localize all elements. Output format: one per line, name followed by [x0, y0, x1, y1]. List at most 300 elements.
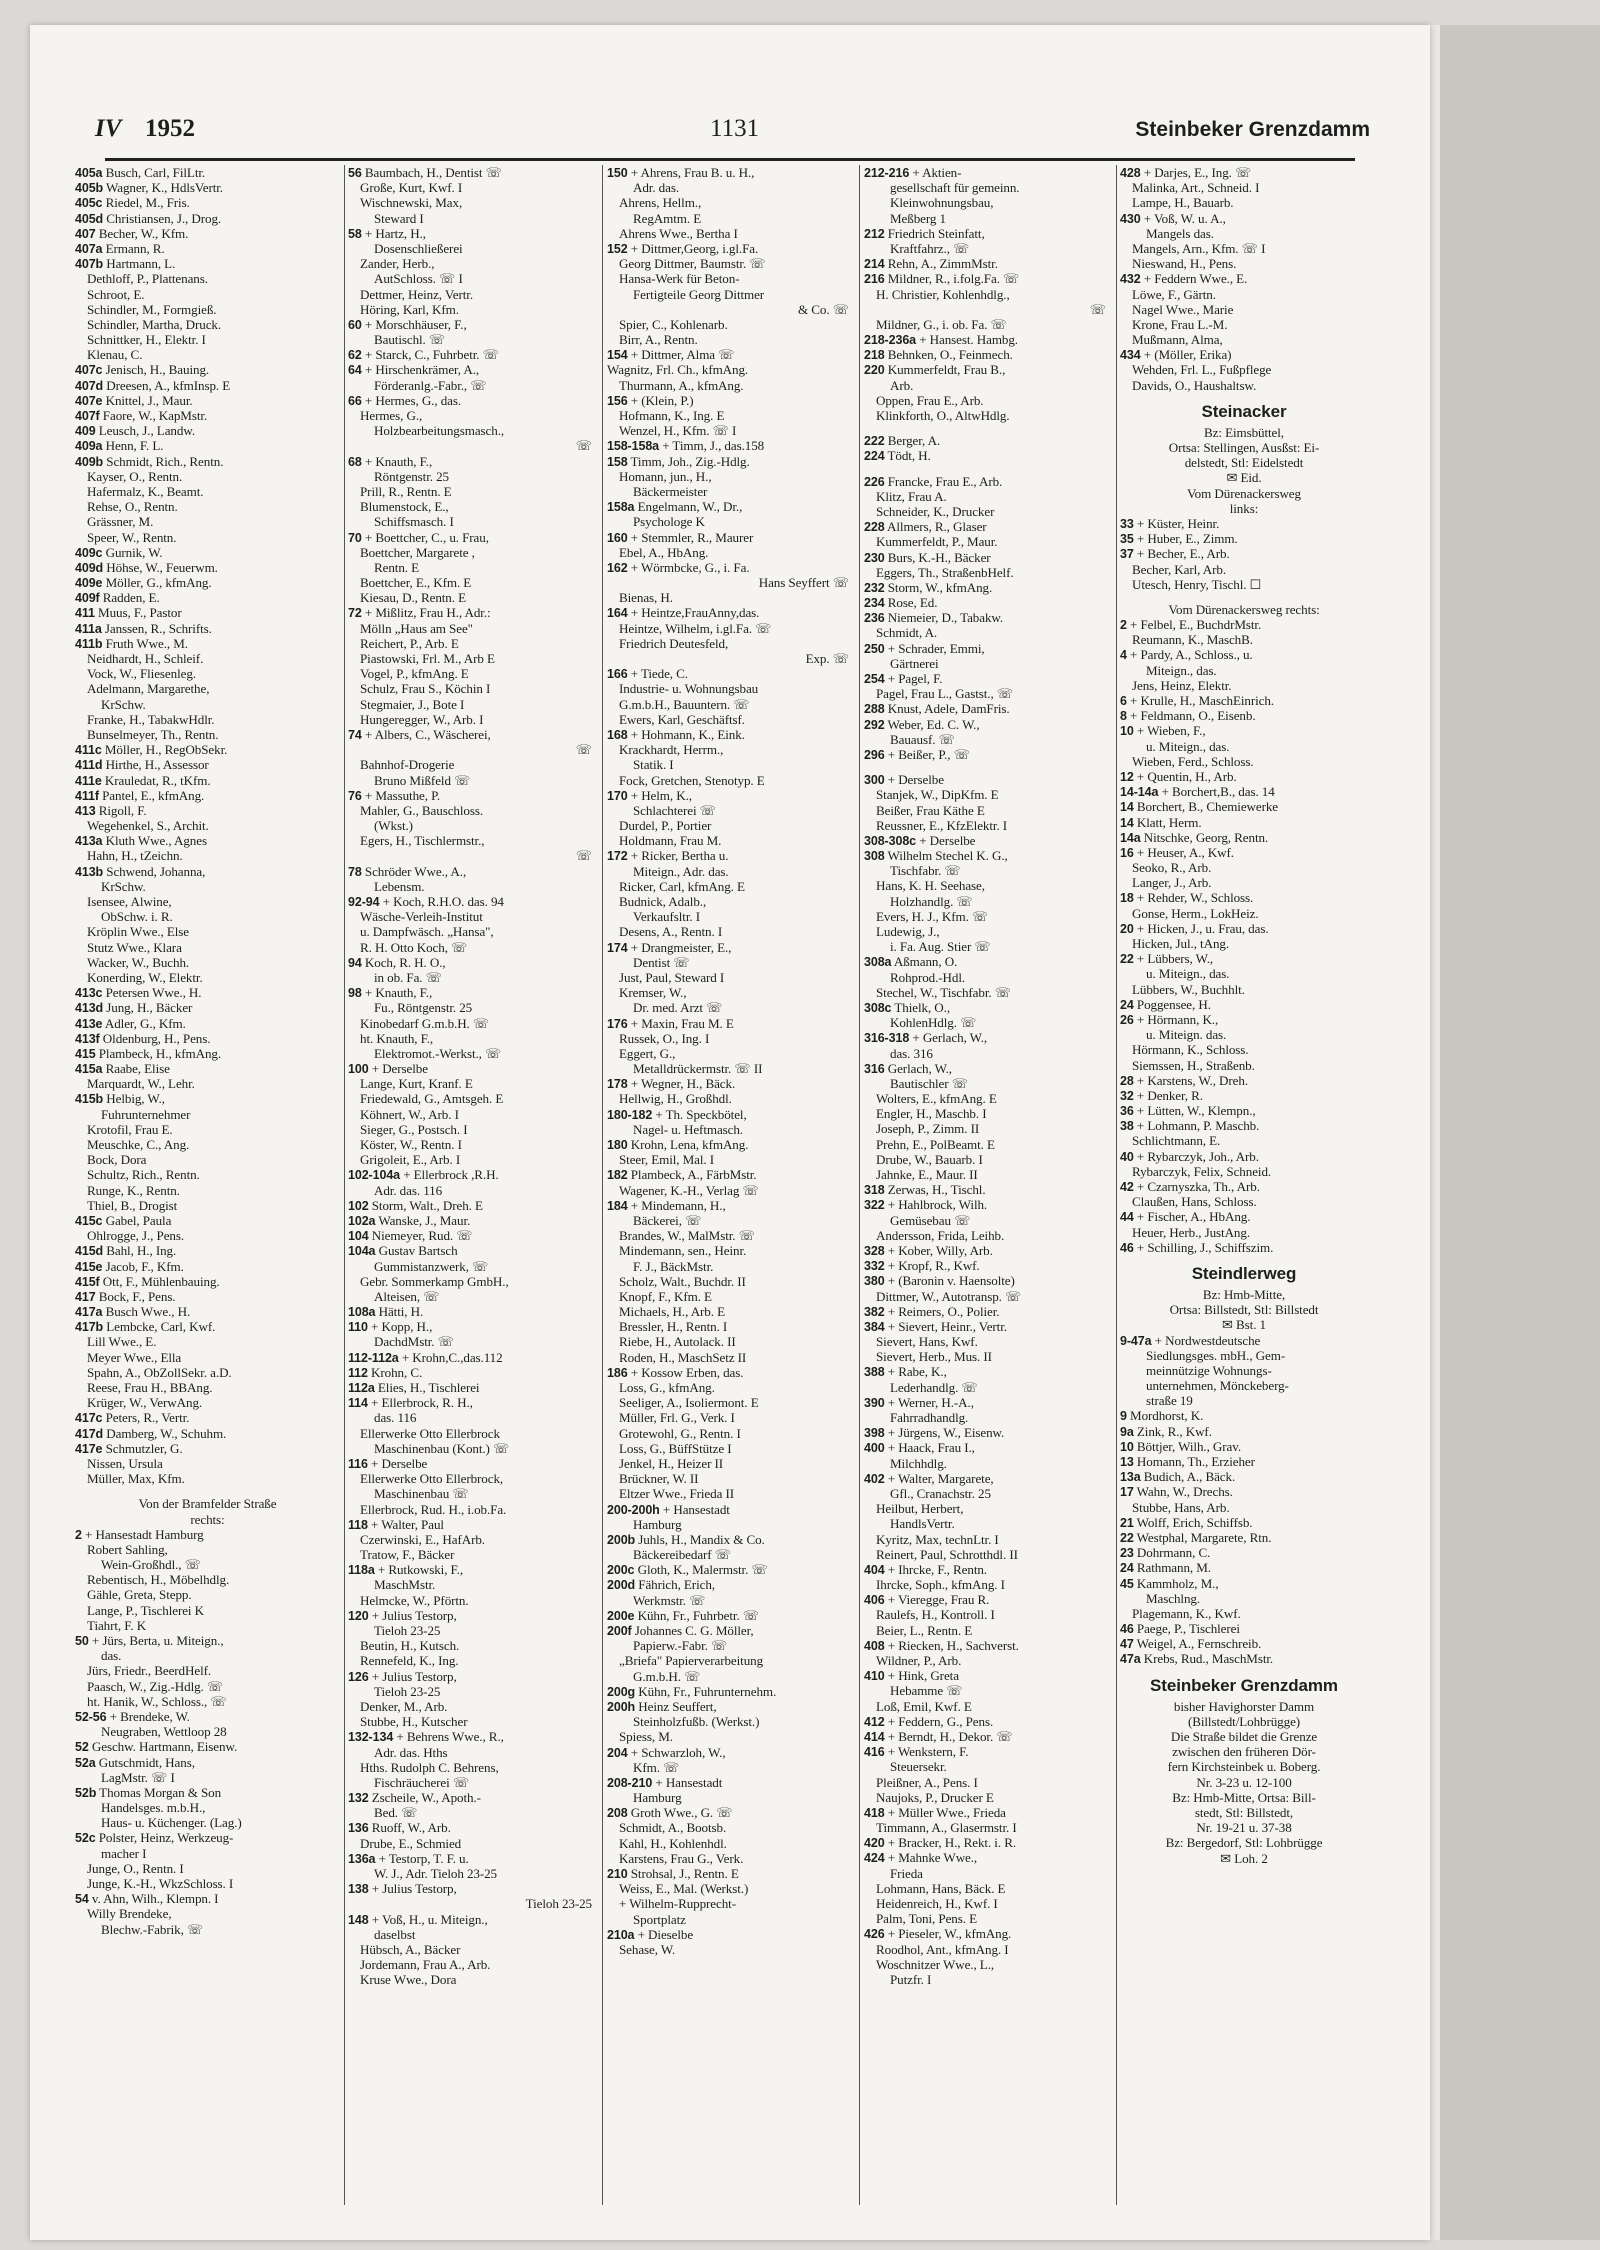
- directory-entry: 308 Wilhelm Stechel K. G.,: [864, 848, 1008, 864]
- house-number: 40: [1120, 1149, 1134, 1164]
- directory-entry: 28 + Karstens, W., Dreh.: [1120, 1072, 1249, 1088]
- directory-entry: Adr. das. Hths: [374, 1744, 448, 1760]
- directory-entry: [75, 1486, 340, 1496]
- directory-entry: 224 Tödt, H.: [864, 448, 931, 464]
- directory-entry: Sievert, Herb., Mus. II: [876, 1349, 992, 1365]
- directory-entry: Köster, W., Rentn. I: [360, 1137, 462, 1152]
- directory-entry: Bz: Eimsbüttel,: [1204, 424, 1284, 440]
- directory-entry: 236 Niemeier, D., Tabakw.: [864, 610, 1004, 626]
- street-heading: Steinbeker Grenzdamm: [1150, 1675, 1338, 1695]
- directory-entry: Eggert, G.,: [619, 1045, 676, 1061]
- directory-entry: 118 + Walter, Paul: [348, 1516, 444, 1532]
- directory-entry: 118a + Rutkowski, F.,: [348, 1562, 464, 1578]
- directory-entry: Gähle, Greta, Stepp.: [87, 1587, 192, 1603]
- house-number: 14a: [1120, 830, 1141, 845]
- directory-entry: 411d Hirthe, H., Assessor: [75, 757, 209, 773]
- directory-entry: 218 Behnken, O., Feinmech.: [864, 347, 1013, 363]
- directory-entry: Marquardt, W., Lehr.: [87, 1076, 195, 1092]
- directory-entry: Ellerwerke Otto Ellerbrock: [360, 1425, 500, 1441]
- directory-entry: 417c Peters, R., Vertr.: [75, 1410, 190, 1426]
- directory-entry: 47 Weigel, A., Fernschreib.: [1120, 1636, 1262, 1652]
- house-number: 296: [864, 747, 885, 762]
- directory-entry: 316 Gerlach, W.,: [864, 1060, 952, 1076]
- directory-entry: Gebr. Sommerkamp GmbH.,: [360, 1273, 509, 1289]
- directory-entry: Kahl, H., Kohlenhdl.: [619, 1835, 727, 1851]
- directory-entry: Engler, H., Maschb. I: [876, 1106, 987, 1122]
- directory-entry: 18 + Rehder, W., Schloss.: [1120, 890, 1254, 906]
- house-number: 118: [348, 1517, 368, 1532]
- directory-entry: Dethloff, P., Plattenans.: [87, 271, 208, 287]
- directory-entry: Hafermalz, K., Beamt.: [87, 483, 204, 499]
- directory-entry: 200g Kühn, Fr., Fuhrunternehm.: [607, 1683, 777, 1699]
- directory-entry: 52b Thomas Morgan & Son: [75, 1784, 222, 1800]
- house-number: 200e: [607, 1608, 635, 1623]
- directory-entry: 210 Strohsal, J., Rentn. E: [607, 1866, 739, 1881]
- house-number: 60: [348, 317, 362, 332]
- house-number: 300: [864, 773, 885, 788]
- directory-entry: 407b Hartmann, L.: [75, 256, 176, 272]
- directory-entry: 36 + Lütten, W., Klempn.,: [1120, 1103, 1256, 1119]
- directory-entry: 13 Homann, Th., Erzieher: [1120, 1454, 1255, 1469]
- directory-entry: Lübbers, W., Buchhlt.: [1132, 981, 1245, 997]
- directory-entry: Hermes, G.,: [360, 408, 423, 423]
- directory-entry: 200c Gloth, K., Malermstr. ☏: [607, 1562, 768, 1578]
- house-number: 110: [348, 1320, 368, 1335]
- house-number: 118a: [348, 1563, 375, 1578]
- column-divider: [344, 165, 345, 2205]
- directory-entry: Jens, Heinz, Elektr.: [1132, 677, 1232, 693]
- directory-entry: „Briefa" Papierverarbeitung: [619, 1653, 764, 1669]
- house-number: 20: [1120, 921, 1134, 936]
- column-1: [75, 165, 340, 1937]
- directory-entry: 72 + Mißlitz, Frau H., Adr.:: [348, 605, 491, 621]
- house-number: 176: [607, 1016, 628, 1031]
- directory-entry: Bz: Hmb-Mitte, Ortsa: Bill-: [1172, 1789, 1316, 1805]
- directory-entry: 409e Möller, G., kfmAng.: [75, 575, 212, 591]
- directory-entry: 136a + Testorp, T. F. u.: [348, 1850, 469, 1866]
- house-number: 316: [864, 1061, 885, 1076]
- directory-entry: 108a Hätti, H.: [348, 1304, 424, 1320]
- directory-entry: 16 + Heuser, A., Kwf.: [1120, 844, 1234, 860]
- directory-entry: Mahler, G., Bauschloss.: [360, 802, 484, 818]
- house-number: 208-210: [607, 1775, 653, 1790]
- directory-entry: 182 Plambeck, A., FärbMstr.: [607, 1167, 757, 1183]
- directory-entry: 52 Geschw. Hartmann, Eisenw.: [75, 1739, 238, 1755]
- directory-entry: 409b Schmidt, Rich., Rentn.: [75, 453, 224, 469]
- directory-entry: Mindemann, sen., Heinr.: [619, 1243, 747, 1259]
- directory-entry: 150 + Ahrens, Frau B. u. H.,: [607, 165, 755, 180]
- directory-entry: 168 + Hohmann, K., Eink.: [607, 726, 745, 742]
- house-number: 210a: [607, 1927, 635, 1942]
- house-number: 112: [348, 1365, 368, 1380]
- directory-entry: Isensee, Alwine,: [87, 894, 172, 909]
- house-number: 120: [348, 1608, 369, 1623]
- directory-entry: Langer, J., Arb.: [1132, 875, 1212, 891]
- directory-entry: Bunselmeyer, Th., Rentn.: [87, 726, 219, 742]
- directory-entry: Stegmaier, J., Bote I: [360, 696, 465, 712]
- directory-entry: 9 Mordhorst, K.: [1120, 1408, 1204, 1424]
- directory-entry: Wäsche-Verleih-Institut: [360, 909, 483, 925]
- column-3: [607, 165, 855, 1957]
- directory-entry: Adelmann, Margarethe,: [87, 681, 210, 697]
- directory-entry: Loss, G., BüffStütze I: [619, 1440, 732, 1456]
- house-number: 412: [864, 1714, 885, 1729]
- directory-entry: Wischnewski, Max,: [360, 195, 463, 211]
- directory-entry: Ihrcke, Soph., kfmAng. I: [876, 1577, 1005, 1593]
- directory-entry: 104a Gustav Bartsch: [348, 1243, 458, 1259]
- directory-entry: 214 Rehn, A., ZimmMstr.: [864, 256, 998, 272]
- directory-entry: 46 Paege, P., Tischlerei: [1120, 1621, 1240, 1637]
- directory-entry: 300 + Derselbe: [864, 772, 944, 788]
- directory-entry: Schneider, K., Drucker: [876, 503, 995, 519]
- house-number: 72: [348, 606, 362, 621]
- directory-entry: Davids, O., Haushaltsw.: [1132, 377, 1257, 393]
- directory-entry: LagMstr. ☏ I: [101, 1769, 175, 1785]
- directory-entry: Lange, P., Tischlerei K: [87, 1602, 204, 1618]
- directory-entry: Andersson, Frida, Leihb.: [876, 1227, 1005, 1243]
- house-number: 408: [864, 1638, 885, 1653]
- house-number: 10: [1120, 1439, 1134, 1454]
- directory-entry: Kayser, O., Rentn.: [87, 468, 183, 484]
- directory-entry: 200-200h + Hansestadt: [607, 1501, 730, 1517]
- house-number: 186: [607, 1365, 628, 1380]
- directory-entry: 100 + Derselbe: [348, 1061, 428, 1077]
- directory-entry: Metalldrückermstr. ☏ II: [633, 1061, 763, 1077]
- directory-entry: Kinobedarf G.m.b.H. ☏: [360, 1015, 490, 1031]
- directory-entry: Gonse, Herm., LokHeiz.: [1132, 905, 1259, 921]
- directory-entry: 415e Jacob, F., Kfm.: [75, 1258, 184, 1274]
- directory-entry: 54 v. Ahn, Wilh., Klempn. I: [75, 1891, 219, 1907]
- directory-entry: Von der Bramfelder Straße: [138, 1496, 277, 1512]
- directory-entry: Bressler, H., Rentn. I: [619, 1319, 728, 1335]
- house-number: 152: [607, 241, 628, 256]
- house-number: 132: [348, 1791, 369, 1806]
- directory-entry: Lampe, H., Bauarb.: [1132, 195, 1234, 211]
- house-number: 9-47a: [1120, 1333, 1152, 1348]
- directory-entry: 216 Mildner, R., i.folg.Fa. ☏: [864, 271, 1020, 287]
- directory-entry: u. Dampfwäsch. „Hansa",: [360, 924, 494, 940]
- directory-entry: Psychologe K: [633, 514, 705, 530]
- house-number: 22: [1120, 952, 1134, 967]
- directory-entry: 22 Westphal, Margarete, Rtn.: [1120, 1529, 1272, 1545]
- house-number: 407a: [75, 241, 103, 256]
- directory-entry: Müller, Frl. G., Verk. I: [619, 1410, 735, 1426]
- directory-entry: Nagel Wwe., Marie: [1132, 301, 1234, 317]
- directory-entry: 200h Heinz Seuffert,: [607, 1698, 717, 1714]
- house-number: 416: [864, 1745, 885, 1760]
- house-number: 308a: [864, 955, 892, 970]
- directory-entry: 13a Budich, A., Bäck.: [1120, 1469, 1236, 1485]
- house-number: 26: [1120, 1012, 1134, 1027]
- house-number: 92-94: [348, 895, 380, 909]
- directory-entry: 417b Lembcke, Carl, Kwf.: [75, 1319, 216, 1335]
- directory-entry: Kiesau, D., Rentn. E: [360, 590, 467, 606]
- directory-entry: Desens, A., Rentn. I: [619, 924, 723, 940]
- directory-entry: Steuersekr.: [890, 1759, 947, 1775]
- house-number: 68: [348, 454, 362, 469]
- directory-entry: Lederhandlg. ☏: [890, 1379, 978, 1395]
- directory-entry: Beißer, Frau Käthe E: [876, 802, 985, 818]
- house-number: 411b: [75, 636, 103, 651]
- directory-entry: Gärtnerei: [890, 655, 939, 671]
- directory-entry: 47a Krebs, Rud., MaschMstr.: [1120, 1651, 1274, 1667]
- directory-entry: Hahn, H., tZeichn.: [87, 848, 183, 864]
- directory-entry: Fertigteile Georg Dittmer: [633, 286, 765, 302]
- directory-entry: Eltzer Wwe., Frieda II: [619, 1486, 734, 1502]
- directory-entry: 409a Henn, F. L.: [75, 438, 164, 454]
- directory-entry: fern Kirchsteinbek u. Boberg.: [1167, 1759, 1321, 1775]
- directory-entry: 148 + Voß, H., u. Miteign.,: [348, 1911, 488, 1927]
- directory-entry: 408 + Riecken, H., Sachverst.: [864, 1637, 1019, 1653]
- directory-entry: Heilbut, Herbert,: [876, 1501, 964, 1517]
- directory-entry: Nissen, Ursula: [87, 1455, 163, 1471]
- house-number: 47a: [1120, 1652, 1141, 1667]
- house-number: 9: [1120, 1409, 1127, 1424]
- directory-entry: delstedt, Stl: Eidelstedt: [1184, 455, 1304, 471]
- directory-entry: 413d Jung, H., Bäcker: [75, 1000, 193, 1016]
- directory-entry: 308-308c + Derselbe: [864, 832, 976, 848]
- house-number: 409: [75, 424, 96, 439]
- directory-entry: Spahn, A., ObZollSekr. a.D.: [87, 1364, 232, 1380]
- directory-entry: Stanjek, W., DipKfm. E: [876, 787, 999, 803]
- house-number: 415c: [75, 1213, 103, 1228]
- directory-entry: Höring, Karl, Kfm.: [360, 301, 459, 317]
- house-number: 52a: [75, 1755, 96, 1770]
- house-number: 66: [348, 393, 362, 408]
- directory-entry: Blumenstock, E.,: [360, 499, 449, 515]
- directory-entry: Hicken, Jul., tAng.: [1132, 936, 1230, 951]
- house-number: 417a: [75, 1305, 103, 1320]
- directory-entry: Knopf, F., Kfm. E: [619, 1288, 712, 1304]
- house-number: 104a: [348, 1244, 376, 1259]
- directory-entry: meinnützige Wohnungs-: [1146, 1362, 1272, 1378]
- house-number: 218-236a: [864, 333, 917, 348]
- directory-entry: Dentist ☏: [633, 954, 690, 970]
- directory-entry: 411a Janssen, R., Schrifts.: [75, 620, 212, 636]
- house-number: 405c: [75, 196, 103, 211]
- house-number: 400: [864, 1441, 885, 1456]
- directory-entry: Grigoleit, E., Arb. I: [360, 1152, 461, 1168]
- directory-entry: Reese, Frau H., BBAng.: [87, 1380, 213, 1395]
- directory-entry: 432 + Feddern Wwe., E.: [1120, 271, 1248, 287]
- house-number: 409c: [75, 545, 103, 560]
- directory-entry: 156 + (Klein, P.): [607, 392, 694, 408]
- directory-entry: 308c Thielk, O.,: [864, 999, 950, 1015]
- house-number: 420: [864, 1836, 885, 1851]
- directory-entry: Jenkel, H., Heizer II: [619, 1455, 724, 1471]
- directory-entry: Blechw.-Fabrik, ☏: [101, 1921, 204, 1937]
- directory-entry: Müller, Max, Kfm.: [87, 1471, 185, 1487]
- house-number: 46: [1120, 1240, 1134, 1255]
- directory-entry: 94 Koch, R. H. O.,: [348, 954, 446, 970]
- directory-entry: 66 + Hermes, G., das.: [348, 392, 462, 408]
- directory-entry: Oppen, Frau E., Arb.: [876, 392, 984, 408]
- directory-entry: 158-158a + Timm, J., das.158: [607, 438, 765, 454]
- directory-entry: Denker, M., Arb.: [360, 1698, 448, 1714]
- house-number: 332: [864, 1259, 885, 1274]
- directory-entry: macher I: [101, 1845, 147, 1861]
- directory-entry: Sieger, G., Postsch. I: [360, 1121, 468, 1137]
- directory-entry: Grässner, M.: [87, 514, 154, 530]
- house-number: 411: [75, 606, 95, 621]
- directory-entry: 328 + Kober, Willy, Arb.: [864, 1242, 993, 1258]
- house-number: 200g: [607, 1684, 636, 1699]
- directory-entry: Brandes, W., MalMstr. ☏: [619, 1228, 755, 1244]
- directory-entry: Hans Seyffert ☏: [758, 575, 849, 591]
- directory-entry: Pleißner, A., Pens. I: [876, 1774, 978, 1790]
- directory-entry: 409d Höhse, W., Feuerwm.: [75, 559, 218, 575]
- directory-entry: 21 Wolff, Erich, Schiffsb.: [1120, 1514, 1253, 1530]
- directory-entry: (Wkst.): [374, 818, 413, 834]
- directory-entry: 316-318 + Gerlach, W.,: [864, 1030, 988, 1046]
- directory-entry: F. J., BäckMstr.: [633, 1258, 714, 1274]
- directory-entry: Lange, Kurt, Kranf. E: [360, 1076, 473, 1092]
- house-number: 12: [1120, 769, 1134, 784]
- directory-entry: Riebe, H., Autolack. II: [619, 1334, 736, 1350]
- directory-entry: Czerwinski, E., HafArb.: [360, 1531, 485, 1547]
- directory-entry: Helmcke, W., Pförtn.: [360, 1592, 469, 1608]
- directory-entry: 158 Timm, Joh., Zig.-Hdlg.: [607, 453, 750, 469]
- house-number: 16: [1120, 845, 1134, 860]
- house-number: 14: [1120, 815, 1134, 830]
- directory-entry: 116 + Derselbe: [348, 1455, 428, 1471]
- directory-entry: Statik. I: [633, 757, 674, 773]
- directory-entry: Junge, O., Rentn. I: [87, 1860, 184, 1876]
- directory-entry: Seoko, R., Arb.: [1132, 860, 1212, 876]
- directory-entry: Fock, Gretchen, Stenotyp. E: [619, 772, 765, 788]
- directory-entry: Ebel, A., HbAng.: [619, 544, 709, 560]
- house-number: 18: [1120, 891, 1134, 906]
- house-number: 415b: [75, 1092, 104, 1107]
- directory-entry: 413b Schwend, Johanna,: [75, 863, 206, 879]
- directory-entry: Bauausf. ☏: [890, 731, 955, 747]
- house-number: 9a: [1120, 1424, 1134, 1439]
- house-number: 50: [75, 1634, 89, 1648]
- directory-entry: 200b Juhls, H., Mandix & Co.: [607, 1531, 765, 1547]
- directory-entry: Tieloh 23-25: [525, 1896, 592, 1912]
- directory-entry: Neugraben, Wettloop 28: [101, 1724, 227, 1740]
- directory-entry: Speer, W., Rentn.: [87, 529, 177, 545]
- directory-entry: Joseph, P., Zimm. II: [876, 1121, 980, 1137]
- directory-entry: Verkaufsltr. I: [633, 909, 700, 925]
- directory-entry: Ludewig, J.,: [876, 924, 940, 939]
- directory-entry: Russek, O., Ing. I: [619, 1030, 710, 1046]
- house-number: 178: [607, 1077, 628, 1092]
- house-number: 14-14a: [1120, 785, 1159, 800]
- directory-entry: Frieda: [890, 1865, 923, 1881]
- house-number: 415d: [75, 1244, 104, 1259]
- house-number: 168: [607, 727, 628, 742]
- house-number: 24: [1120, 1561, 1134, 1576]
- directory-entry: Steer, Emil, Mal. I: [619, 1152, 715, 1168]
- year-label: 1952: [145, 115, 195, 142]
- directory-entry: 250 + Schrader, Emmi,: [864, 640, 985, 656]
- directory-entry: 212-216 + Aktien-: [864, 165, 962, 180]
- directory-entry: 380 + (Baronin v. Haensolte): [864, 1273, 1015, 1289]
- directory-entry: Siemssen, H., Straßenb.: [1132, 1057, 1255, 1073]
- directory-entry: Haus- u. Küchenger. (Lag.): [101, 1815, 242, 1831]
- page-edge-shadow: [1430, 25, 1600, 2240]
- house-number: 64: [348, 363, 362, 378]
- directory-entry: Junge, K.-H., WkzSchloss. I: [87, 1876, 234, 1891]
- directory-entry: 9a Zink, R., Kwf.: [1120, 1423, 1212, 1439]
- directory-entry: HandlsVertr.: [890, 1516, 955, 1532]
- directory-entry: 24 Rathmann, M.: [1120, 1560, 1211, 1576]
- directory-entry: Schindler, Martha, Druck.: [87, 316, 222, 332]
- directory-entry: Neidhardt, H., Schleif.: [87, 651, 204, 666]
- directory-entry: Thurmann, A., kfmAng.: [619, 377, 744, 393]
- directory-entry: Eggers, Th., StraßenbHelf.: [876, 564, 1014, 580]
- directory-entry: 411c Möller, H., RegObSekr.: [75, 742, 228, 758]
- house-number: 308-308c: [864, 833, 917, 848]
- directory-entry: Große, Kurt, Kwf. I: [360, 180, 463, 196]
- house-number: 200d: [607, 1578, 636, 1593]
- directory-entry: Miteign., das.: [1146, 662, 1217, 678]
- directory-entry: 186 + Kossow Erben, das.: [607, 1364, 744, 1380]
- house-number: 24: [1120, 997, 1134, 1012]
- directory-entry: Thiel, B., Drogist: [87, 1197, 178, 1213]
- directory-entry: AutSchloss. ☏ I: [374, 271, 463, 287]
- directory-entry: Arb.: [890, 377, 914, 393]
- directory-entry: Lohmann, Hans, Bäck. E: [876, 1880, 1006, 1896]
- directory-entry: 132-134 + Behrens Wwe., R.,: [348, 1729, 504, 1745]
- directory-entry: 42 + Czarnyszka, Th., Arb.: [1120, 1179, 1260, 1194]
- directory-entry: 102-104a + Ellerbrock ,R.H.: [348, 1167, 499, 1183]
- directory-entry: ✉ Bst. 1: [1221, 1317, 1266, 1333]
- directory-entry: Rebentisch, H., Möbelhdlg.: [87, 1572, 230, 1588]
- directory-entry: Rehse, O., Rentn.: [87, 499, 178, 515]
- directory-entry: Gfl., Cranachstr. 25: [890, 1485, 991, 1501]
- directory-entry: Mußmann, Alma,: [1132, 332, 1223, 348]
- street-heading: Steinacker: [1201, 401, 1287, 421]
- directory-page: [30, 25, 1430, 2240]
- directory-entry: 50 + Jürs, Berta, u. Miteign.,: [75, 1633, 224, 1648]
- house-number: 6: [1120, 694, 1127, 708]
- house-number: 382: [864, 1304, 885, 1319]
- directory-entry: Wildner, P., Arb.: [876, 1653, 962, 1668]
- house-number: 216: [864, 272, 885, 287]
- directory-entry: 426 + Pieseler, W., kfmAng.: [864, 1926, 1012, 1942]
- directory-entry: DachdMstr. ☏: [374, 1334, 454, 1350]
- directory-entry: Malinka, Art., Schneid. I: [1132, 180, 1260, 196]
- directory-entry: 52-56 + Brendeke, W.: [75, 1708, 190, 1724]
- directory-entry: [864, 423, 1112, 433]
- house-number: 417: [75, 1289, 96, 1304]
- directory-entry: 52a Gutschmidt, Hans,: [75, 1754, 195, 1770]
- house-number: 112-112a: [348, 1350, 399, 1365]
- directory-entry: 407c Jenisch, H., Bauing.: [75, 362, 210, 378]
- directory-entry: 160 + Stemmler, R., Maurer: [607, 529, 754, 545]
- directory-entry: Hamburg: [633, 1790, 682, 1806]
- house-number: 413d: [75, 1001, 104, 1016]
- directory-entry: Miteign., Adr. das.: [633, 863, 729, 879]
- directory-entry: 204 + Schwarzloh, W.,: [607, 1744, 726, 1760]
- directory-entry: 78 Schröder Wwe., A.,: [348, 863, 467, 879]
- directory-entry: ☏: [1089, 301, 1106, 317]
- house-number: 417c: [75, 1411, 103, 1426]
- directory-entry: Homann, jun., H.,: [619, 468, 712, 484]
- directory-entry: 102a Wanske, J., Maur.: [348, 1212, 471, 1228]
- house-number: 8: [1120, 709, 1127, 724]
- directory-entry: Timmann, A., Glasermstr. I: [876, 1820, 1017, 1836]
- house-number: 414: [864, 1729, 885, 1744]
- directory-entry: Bahnhof-Drogerie: [360, 757, 455, 773]
- house-number: 208: [607, 1806, 628, 1821]
- directory-entry: Fu., Röntgenstr. 25: [374, 1000, 473, 1016]
- directory-entry: straße 19: [1146, 1393, 1193, 1409]
- house-number: 180-182: [607, 1107, 653, 1122]
- directory-entry: 413c Petersen Wwe., H.: [75, 985, 202, 1001]
